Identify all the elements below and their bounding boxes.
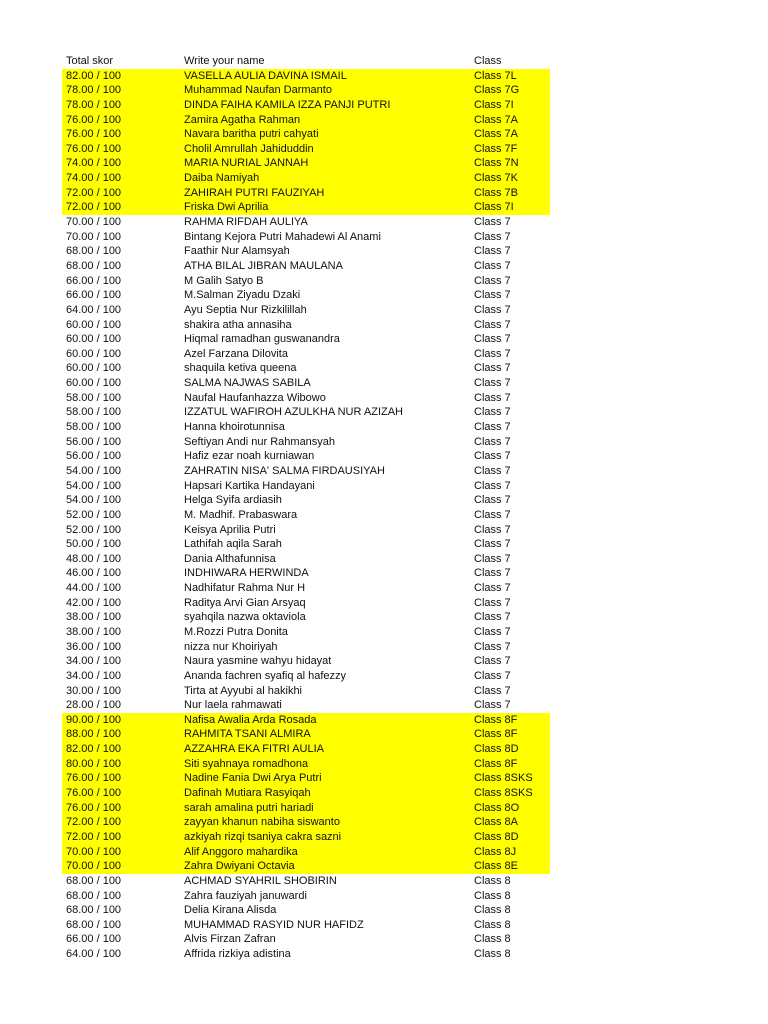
table-row xyxy=(62,874,550,889)
table-row xyxy=(62,259,550,274)
score-cell: 72.00 / 100 xyxy=(66,186,122,199)
class-cell: Class 7 xyxy=(474,567,511,580)
name-cell: SALMA NAJWAS SABILA xyxy=(184,377,311,390)
class-cell: Class 7 xyxy=(474,684,511,697)
class-cell: Class 7 xyxy=(474,479,511,492)
name-cell: Ananda fachren syafiq al hafezzy xyxy=(184,669,347,682)
table-row xyxy=(62,801,550,816)
score-cell: 76.00 / 100 xyxy=(66,787,122,800)
name-cell: Tirta at Ayyubi al hakikhi xyxy=(184,684,303,697)
class-cell: Class 7 xyxy=(474,421,511,434)
score-cell: 56.00 / 100 xyxy=(66,450,122,463)
name-cell: Dafinah Mutiara Rasyiqah xyxy=(184,787,311,800)
table-row xyxy=(62,654,550,669)
table-row xyxy=(62,332,550,347)
name-cell: RAHMA RIFDAH AULIYA xyxy=(184,216,308,229)
table-row xyxy=(62,142,550,157)
class-cell: Class 7 xyxy=(474,377,511,390)
table-row xyxy=(62,552,550,567)
table-row xyxy=(62,537,550,552)
name-cell: M.Rozzi Putra Donita xyxy=(184,625,288,638)
class-cell: Class 7 xyxy=(474,347,511,360)
table-row xyxy=(62,830,550,845)
class-cell: Class 7 xyxy=(474,362,511,375)
class-cell: Class 8D xyxy=(474,743,519,756)
class-cell: Class 7 xyxy=(474,259,511,272)
table-row xyxy=(62,771,550,786)
table-row xyxy=(62,508,550,523)
class-cell: Class 8F xyxy=(474,728,518,741)
score-cell: 88.00 / 100 xyxy=(66,728,122,741)
score-cell: 76.00 / 100 xyxy=(66,801,122,814)
score-cell: 44.00 / 100 xyxy=(66,582,122,595)
name-cell: Navara baritha putri cahyati xyxy=(184,128,319,141)
score-cell: 54.00 / 100 xyxy=(66,464,122,477)
table-row xyxy=(62,596,550,611)
class-cell: Class 7 xyxy=(474,508,511,521)
table-row xyxy=(62,581,550,596)
name-cell: Zamira Agatha Rahman xyxy=(184,113,301,126)
score-cell: 90.00 / 100 xyxy=(66,713,122,726)
score-cell: 68.00 / 100 xyxy=(66,889,122,902)
score-cell: 34.00 / 100 xyxy=(66,655,122,668)
table-row xyxy=(62,435,550,450)
table-row xyxy=(62,684,550,699)
name-cell: ACHMAD SYAHRIL SHOBIRIN xyxy=(184,874,337,887)
score-cell: 72.00 / 100 xyxy=(66,816,122,829)
class-cell: Class 7 xyxy=(474,596,511,609)
score-cell: 78.00 / 100 xyxy=(66,98,122,111)
table-row xyxy=(62,127,550,142)
name-cell: Faathir Nur Alamsyah xyxy=(184,245,290,258)
class-cell: Class 7 xyxy=(474,318,511,331)
name-cell: ZAHRATIN NISA' SALMA FIRDAUSIYAH xyxy=(184,464,385,477)
table-row xyxy=(62,523,550,538)
name-cell: Lathifah aqila Sarah xyxy=(184,538,282,551)
class-cell: Class 7 xyxy=(474,611,511,624)
class-cell: Class 8F xyxy=(474,713,518,726)
table-row xyxy=(62,640,550,655)
table-row xyxy=(62,727,550,742)
name-cell: Seftiyan Andi nur Rahmansyah xyxy=(184,435,336,448)
class-cell: Class 8J xyxy=(474,845,517,858)
class-cell: Class 7 xyxy=(474,538,511,551)
name-cell: AZZAHRA EKA FITRI AULIA xyxy=(184,743,324,756)
table-row xyxy=(62,83,550,98)
class-cell: Class 7 xyxy=(474,582,511,595)
score-cell: 70.00 / 100 xyxy=(66,216,122,229)
table-row xyxy=(62,98,550,113)
class-cell: Class 7 xyxy=(474,494,511,507)
score-cell: 64.00 / 100 xyxy=(66,948,122,961)
class-cell: Class 7 xyxy=(474,699,511,712)
table-body xyxy=(62,69,550,962)
class-cell: Class 7B xyxy=(474,186,519,199)
table-row xyxy=(62,69,550,84)
score-cell: 58.00 / 100 xyxy=(66,421,122,434)
name-cell: shaquila ketiva queena xyxy=(184,362,297,375)
class-cell: Class 8 xyxy=(474,933,511,946)
name-cell: Nafisa Awalia Arda Rosada xyxy=(184,713,317,726)
name-cell: Hapsari Kartika Handayani xyxy=(184,479,315,492)
class-cell: Class 8A xyxy=(474,816,519,829)
name-cell: Azel Farzana Dilovita xyxy=(184,347,288,360)
table-row xyxy=(62,376,550,391)
class-cell: Class 7 xyxy=(474,640,511,653)
class-cell: Class 7G xyxy=(474,84,520,97)
table-row xyxy=(62,274,550,289)
score-cell: 46.00 / 100 xyxy=(66,567,122,580)
name-cell: INDHIWARA HERWINDA xyxy=(184,567,309,580)
name-cell: shakira atha annasiha xyxy=(184,318,292,331)
table-row xyxy=(62,610,550,625)
class-cell: Class 7 xyxy=(474,523,511,536)
score-cell: 58.00 / 100 xyxy=(66,391,122,404)
table-row xyxy=(62,347,550,362)
score-cell: 72.00 / 100 xyxy=(66,830,122,843)
table-row xyxy=(62,464,550,479)
class-cell: Class 8 xyxy=(474,874,511,887)
class-cell: Class 8SKS xyxy=(474,787,533,800)
name-cell: MUHAMMAD RASYID NUR HAFIDZ xyxy=(184,918,364,931)
name-cell: Affrida rizkiya adistina xyxy=(184,948,291,961)
name-cell: M.Salman Ziyadu Dzaki xyxy=(184,289,301,302)
table-row xyxy=(62,391,550,406)
class-cell: Class 7L xyxy=(474,69,517,82)
class-cell: Class 7 xyxy=(474,655,511,668)
class-cell: Class 8D xyxy=(474,830,519,843)
table-row xyxy=(62,859,550,874)
table-row xyxy=(62,698,550,713)
name-cell: Ayu Septia Nur Rizkilillah xyxy=(184,303,307,316)
name-cell: Hafiz ezar noah kurniawan xyxy=(184,450,315,463)
class-cell: Class 7 xyxy=(474,289,511,302)
name-cell: Hanna khoirotunnisa xyxy=(184,421,285,434)
name-cell: Bintang Kejora Putri Mahadewi Al Anami xyxy=(184,230,381,243)
class-cell: Class 7I xyxy=(474,98,514,111)
score-cell: 52.00 / 100 xyxy=(66,508,122,521)
table-row xyxy=(62,420,550,435)
class-cell: Class 7K xyxy=(474,172,519,185)
name-cell: nizza nur Khoiriyah xyxy=(184,640,278,653)
score-cell: 42.00 / 100 xyxy=(66,596,122,609)
table-row xyxy=(62,757,550,772)
table-row xyxy=(62,918,550,933)
score-cell: 68.00 / 100 xyxy=(66,259,122,272)
class-cell: Class 8 xyxy=(474,889,511,902)
score-cell: 82.00 / 100 xyxy=(66,69,122,82)
score-cell: 68.00 / 100 xyxy=(66,904,122,917)
table-row xyxy=(62,230,550,245)
name-cell: IZZATUL WAFIROH AZULKHA NUR AZIZAH xyxy=(184,406,404,419)
class-cell: Class 7 xyxy=(474,435,511,448)
score-cell: 60.00 / 100 xyxy=(66,377,122,390)
score-cell: 60.00 / 100 xyxy=(66,347,122,360)
class-cell: Class 7A xyxy=(474,128,519,141)
class-cell: Class 7N xyxy=(474,157,519,170)
table-row xyxy=(62,200,550,215)
score-cell: 66.00 / 100 xyxy=(66,933,122,946)
score-cell: 60.00 / 100 xyxy=(66,318,122,331)
class-cell: Class 8O xyxy=(474,801,520,814)
name-cell: Hiqmal ramadhan guswanandra xyxy=(184,333,340,346)
table-row xyxy=(62,903,550,918)
class-cell: Class 7 xyxy=(474,245,511,258)
name-cell: Daiba Namiyah xyxy=(184,172,260,185)
class-cell: Class 7F xyxy=(474,142,518,155)
name-cell: Alif Anggoro mahardika xyxy=(184,845,298,858)
table-row xyxy=(62,479,550,494)
header-total-skor: Total skor xyxy=(66,55,114,67)
table-row xyxy=(62,889,550,904)
score-cell: 82.00 / 100 xyxy=(66,743,122,756)
name-cell: ATHA BILAL JIBRAN MAULANA xyxy=(184,259,343,272)
score-cell: 70.00 / 100 xyxy=(66,230,122,243)
score-cell: 80.00 / 100 xyxy=(66,757,122,770)
score-cell: 76.00 / 100 xyxy=(66,772,122,785)
table-row xyxy=(62,156,550,171)
score-cell: 76.00 / 100 xyxy=(66,128,122,141)
score-cell: 66.00 / 100 xyxy=(66,289,122,302)
class-cell: Class 7I xyxy=(474,201,514,214)
score-cell: 54.00 / 100 xyxy=(66,479,122,492)
name-cell: Raditya Arvi Gian Arsyaq xyxy=(184,596,306,609)
class-cell: Class 7 xyxy=(474,450,511,463)
name-cell: Naufal Haufanhazza Wibowo xyxy=(184,391,326,404)
name-cell: Zahra Dwiyani Octavia xyxy=(184,860,295,873)
score-cell: 50.00 / 100 xyxy=(66,538,122,551)
class-cell: Class 7 xyxy=(474,230,511,243)
class-cell: Class 7 xyxy=(474,552,511,565)
table-row xyxy=(62,742,550,757)
name-cell: sarah amalina putri hariadi xyxy=(184,801,314,814)
score-cell: 66.00 / 100 xyxy=(66,274,122,287)
score-cell: 74.00 / 100 xyxy=(66,172,122,185)
table-row xyxy=(62,171,550,186)
table-row xyxy=(62,244,550,259)
header-class: Class xyxy=(474,55,502,67)
name-cell: Helga Syifa ardiasih xyxy=(184,494,282,507)
name-cell: M. Madhif. Prabaswara xyxy=(184,508,298,521)
score-cell: 54.00 / 100 xyxy=(66,494,122,507)
header-row xyxy=(62,54,550,69)
class-cell: Class 7 xyxy=(474,625,511,638)
table-row xyxy=(62,186,550,201)
score-cell: 70.00 / 100 xyxy=(66,860,122,873)
class-cell: Class 7A xyxy=(474,113,519,126)
name-cell: M Galih Satyo B xyxy=(184,274,264,287)
class-cell: Class 7 xyxy=(474,391,511,404)
name-cell: VASELLA AULIA DAVINA ISMAIL xyxy=(184,69,347,82)
name-cell: Siti syahnaya romadhona xyxy=(184,757,309,770)
name-cell: Nur laela rahmawati xyxy=(184,699,282,712)
table-row xyxy=(62,215,550,230)
class-cell: Class 8E xyxy=(474,860,519,873)
name-cell: Zahra fauziyah januwardi xyxy=(184,889,307,902)
class-cell: Class 8 xyxy=(474,904,511,917)
class-cell: Class 8 xyxy=(474,918,511,931)
score-cell: 36.00 / 100 xyxy=(66,640,122,653)
score-cell: 70.00 / 100 xyxy=(66,845,122,858)
table-row xyxy=(62,625,550,640)
table-row xyxy=(62,786,550,801)
class-cell: Class 8F xyxy=(474,757,518,770)
class-cell: Class 8 xyxy=(474,948,511,961)
name-cell: syahqila nazwa oktaviola xyxy=(184,611,306,624)
name-cell: ZAHIRAH PUTRI FAUZIYAH xyxy=(184,186,325,199)
table-row xyxy=(62,947,550,962)
score-cell: 28.00 / 100 xyxy=(66,699,122,712)
name-cell: Nadine Fania Dwi Arya Putri xyxy=(184,772,322,785)
table-row xyxy=(62,303,550,318)
class-cell: Class 7 xyxy=(474,303,511,316)
table-row xyxy=(62,449,550,464)
score-cell: 48.00 / 100 xyxy=(66,552,122,565)
class-cell: Class 7 xyxy=(474,333,511,346)
score-cell: 34.00 / 100 xyxy=(66,669,122,682)
header-write-your-name: Write your name xyxy=(184,55,265,67)
score-cell: 78.00 / 100 xyxy=(66,84,122,97)
score-cell: 56.00 / 100 xyxy=(66,435,122,448)
name-cell: Alvis Firzan Zafran xyxy=(184,933,276,946)
table-row xyxy=(62,288,550,303)
table-row xyxy=(62,361,550,376)
name-cell: Naura yasmine wahyu hidayat xyxy=(184,655,332,668)
table-row xyxy=(62,845,550,860)
score-cell: 76.00 / 100 xyxy=(66,142,122,155)
table-row xyxy=(62,815,550,830)
table-row xyxy=(62,318,550,333)
name-cell: Dania Althafunnisa xyxy=(184,552,276,565)
class-cell: Class 7 xyxy=(474,216,511,229)
class-cell: Class 8SKS xyxy=(474,772,533,785)
name-cell: RAHMITA TSANI ALMIRA xyxy=(184,728,311,741)
score-cell: 38.00 / 100 xyxy=(66,625,122,638)
name-cell: DINDA FAIHA KAMILA IZZA PANJI PUTRI xyxy=(184,98,391,111)
score-cell: 68.00 / 100 xyxy=(66,245,122,258)
class-cell: Class 7 xyxy=(474,669,511,682)
score-cell: 74.00 / 100 xyxy=(66,157,122,170)
score-cell: 64.00 / 100 xyxy=(66,303,122,316)
name-cell: Nadhifatur Rahma Nur H xyxy=(184,582,306,595)
name-cell: zayyan khanun nabiha siswanto xyxy=(184,816,340,829)
name-cell: MARIA NURIAL JANNAH xyxy=(184,157,309,170)
table-row xyxy=(62,493,550,508)
score-sheet xyxy=(62,54,550,962)
name-cell: azkiyah rizqi tsaniya cakra sazni xyxy=(184,830,342,843)
score-cell: 76.00 / 100 xyxy=(66,113,122,126)
class-cell: Class 7 xyxy=(474,274,511,287)
score-cell: 68.00 / 100 xyxy=(66,918,122,931)
table-row xyxy=(62,713,550,728)
score-cell: 60.00 / 100 xyxy=(66,333,122,346)
table-row xyxy=(62,405,550,420)
name-cell: Delia Kirana Alisda xyxy=(184,904,277,917)
score-cell: 38.00 / 100 xyxy=(66,611,122,624)
score-cell: 30.00 / 100 xyxy=(66,684,122,697)
table-row xyxy=(62,669,550,684)
score-cell: 72.00 / 100 xyxy=(66,201,122,214)
table-row xyxy=(62,113,550,128)
class-cell: Class 7 xyxy=(474,464,511,477)
name-cell: Keisya Aprilia Putri xyxy=(184,523,276,536)
table-row xyxy=(62,932,550,947)
score-cell: 68.00 / 100 xyxy=(66,874,122,887)
class-cell: Class 7 xyxy=(474,406,511,419)
score-cell: 60.00 / 100 xyxy=(66,362,122,375)
name-cell: Cholil Amrullah Jahiduddin xyxy=(184,142,314,155)
name-cell: Friska Dwi Aprilia xyxy=(184,201,269,214)
score-cell: 52.00 / 100 xyxy=(66,523,122,536)
name-cell: Muhammad Naufan Darmanto xyxy=(184,84,332,97)
score-cell: 58.00 / 100 xyxy=(66,406,122,419)
table-row xyxy=(62,566,550,581)
